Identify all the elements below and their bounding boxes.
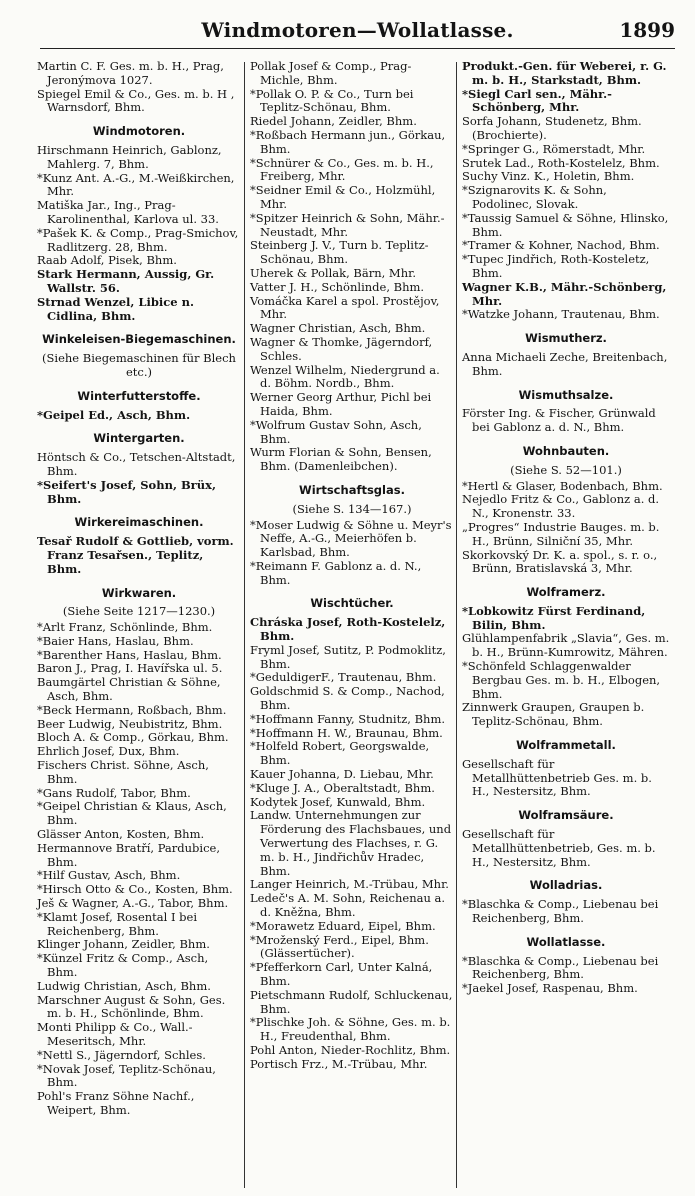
directory-entry: *Schnürer & Co., Ges. m. b. H., Freiberg, Mhr.	[250, 155, 434, 184]
directory-entry: Förster Ing. & Fischer, Grünwald bei Gablonz a. d. N., Bhm.	[462, 406, 656, 435]
directory-entry: Werner Georg Arthur, Pichl bei Haida, Bhm.	[250, 390, 432, 418]
directory-entry: *Plischke Joh. & Söhne, Ges. m. b. H., Freudenthal, Bhm.	[250, 1015, 451, 1044]
directory-entry: *Schönfeld Schlaggenwalder Bergbau Ges. m. b. H., Elbogen, Bhm.	[462, 659, 661, 701]
directory-entry: Baron J., Prag, I. Havířska ul. 5.	[37, 661, 223, 676]
category-heading: Wolframmetall.	[516, 738, 616, 753]
category-heading: Winterfutterstoffe.	[77, 388, 201, 403]
directory-entry: *Geipel Christian & Klaus, Asch, Bhm.	[37, 799, 227, 828]
category-heading: Wolframsäure.	[518, 808, 614, 823]
directory-entry: *Klamt Josef, Rosental I bei Reichenberg, Bhm.	[37, 909, 198, 938]
column-left	[37, 60, 241, 1118]
directory-entry: *Jaekel Josef, Raspenau, Bhm.	[462, 981, 638, 996]
directory-entry: Monti Philipp & Co., Wall.-Meseritsch, Mhr.	[37, 1020, 193, 1048]
directory-entry: *Pollak O. P. & Co., Turn bei Teplitz-Schönau, Bhm.	[250, 86, 414, 115]
directory-entry: Fryml Josef, Sutitz, P. Podmoklitz, Bhm.	[250, 642, 446, 671]
directory-entry: *Hertl & Glaser, Bodenbach, Bhm.	[462, 478, 663, 493]
directory-entry: *Taussig Samuel & Söhne, Hlinsko, Bhm.	[462, 210, 669, 239]
directory-entry: Glühlampenfabrik „Slavia“, Ges. m. b. H., Brünn-Kumrowitz, Mähren.	[462, 631, 670, 660]
directory-entry: Wenzel Wilhelm, Niedergrund a. d. Böhm. Nordb., Bhm.	[250, 362, 440, 391]
directory-entry: *Kunz Ant. A.-G., M.-Weißkirchen, Mhr.	[37, 170, 235, 199]
category-heading: Wischtücher.	[310, 596, 394, 611]
directory-entry: Skorkovský Dr. K. a. spol., s. r. o., Brünn, Bratislavská 3, Mhr.	[462, 547, 658, 576]
category-heading: Wohnbauten.	[522, 443, 610, 458]
page-title: Windmotoren—Wollatlasse.	[201, 18, 514, 42]
column-right	[462, 60, 670, 996]
directory-entry: *Barenther Hans, Haslau, Bhm.	[37, 647, 222, 662]
directory-entry: Höntsch & Co., Tetschen-Altstadt, Bhm.	[37, 450, 236, 478]
directory-entry: Ehrlich Josef, Dux, Bhm.	[37, 744, 180, 759]
category-heading: Windmotoren.	[92, 124, 186, 139]
category-heading: Wolladrias.	[529, 878, 603, 893]
directory-entry: Pietschmann Rudolf, Schluckenau, Bhm.	[250, 987, 453, 1016]
directory-entry: *Novak Josef, Teplitz-Schönau, Bhm.	[37, 1061, 216, 1090]
directory-entry: Vatter J. H., Schönlinde, Bhm.	[250, 279, 425, 294]
directory-entry: Wagner K.B., Mähr.-Schönberg, Mhr.	[462, 279, 667, 308]
directory-entry: Ludwig Christian, Asch, Bhm.	[37, 978, 211, 993]
directory-entry: *Watzke Johann, Trautenau, Bhm.	[462, 307, 660, 322]
column-divider	[244, 62, 245, 1188]
category-heading: Wismuthsalze.	[518, 387, 614, 402]
cross-reference-note: (Siehe S. 52—101.)	[510, 462, 622, 477]
directory-entry: *Spitzer Heinrich & Sohn, Mähr.-Neustadt, Mhr.	[250, 210, 445, 239]
directory-entry: Suchy Vinz. K., Holetin, Bhm.	[462, 169, 635, 184]
cross-reference-note: (Siehe Seite 1217—1230.)	[62, 604, 216, 619]
directory-entry: Martin C. F. Ges. m. b. H., Prag, Jeronýmova 1027.	[37, 59, 224, 87]
directory-entry: Wagner Christian, Asch, Bhm.	[250, 321, 426, 336]
directory-entry: *Roßbach Hermann jun., Görkau, Bhm.	[250, 127, 446, 156]
cross-reference-note: (Siehe Biegemaschinen für Blech etc.)	[42, 351, 236, 379]
directory-entry: Glässer Anton, Kosten, Bhm.	[37, 827, 205, 842]
directory-entry: *Hilf Gustav, Asch, Bhm.	[37, 868, 181, 883]
directory-entry: *Hirsch Otto & Co., Kosten, Bhm.	[37, 882, 233, 897]
directory-entry: *Nettl S., Jägerndorf, Schles.	[37, 1047, 206, 1062]
directory-entry: Ješ & Wagner, A.-G., Tabor, Bhm.	[37, 896, 229, 911]
directory-entry: *Pfefferkorn Carl, Unter Kalná, Bhm.	[250, 960, 433, 988]
directory-entry: *Pašek K. & Comp., Prag-Smichov, Radlitzerg. 28, Bhm.	[37, 225, 239, 254]
directory-entry: *Beck Hermann, Roßbach, Bhm.	[37, 702, 227, 717]
page-number: 1899	[619, 18, 675, 42]
directory-entry: Nejedlo Fritz & Co., Gablonz a. d. N., Kronenstr. 33.	[462, 492, 660, 521]
directory-entry: Beer Ludwig, Neubistritz, Bhm.	[37, 716, 223, 731]
directory-entry: *Seidner Emil & Co., Holzmühl, Mhr.	[250, 183, 436, 211]
directory-entry: *Moser Ludwig & Söhne u. Meyr's Neffe, A.-G., Meierhöfen b. Karlsbad, Bhm.	[250, 517, 452, 560]
directory-entry: Baumgärtel Christian & Söhne, Asch, Bhm.	[37, 675, 221, 704]
page-header	[40, 14, 675, 49]
directory-entry: Kodytek Josef, Kunwald, Bhm.	[250, 794, 426, 809]
directory-entry: Zinnwerk Graupen, Graupen b. Teplitz-Schönau, Bhm.	[462, 700, 645, 729]
directory-entry: *Reimann F. Gablonz a. d. N., Bhm.	[250, 558, 422, 587]
directory-entry: Tesař Rudolf & Gottlieb, vorm. Franz Tesařsen., Teplitz, Bhm.	[37, 534, 234, 576]
category-heading: Wollatlasse.	[526, 934, 606, 949]
cross-reference-note: (Siehe S. 134—167.)	[292, 501, 412, 516]
directory-entry: Vomáčka Karel a spol. Prostějov, Mhr.	[250, 293, 440, 322]
directory-entry: *Geipel Ed., Asch, Bhm.	[37, 407, 191, 422]
directory-entry: Spiegel Emil & Co., Ges. m. b. H , Warnsdorf, Bhm.	[37, 86, 235, 115]
directory-entry: *Hoffmann H. W., Braunau, Bhm.	[250, 725, 443, 740]
directory-entry: *Baier Hans, Haslau, Bhm.	[37, 633, 194, 648]
directory-entry: *Holfeld Robert, Georgswalde, Bhm.	[250, 739, 430, 768]
directory-entry: *Blaschka & Comp., Liebenau bei Reichenberg, Bhm.	[462, 953, 659, 982]
directory-entry: *Blaschka & Comp., Liebenau bei Reichenberg, Bhm.	[462, 897, 659, 926]
directory-entry: Pohl Anton, Nieder-Rochlitz, Bhm.	[250, 1042, 451, 1057]
directory-entry: *Seifert's Josef, Sohn, Brüx, Bhm.	[37, 477, 216, 506]
directory-entry: *Springer G., Römerstadt, Mhr.	[462, 141, 646, 156]
directory-entry: Hirschmann Heinrich, Gablonz, Mahlerg. 7, Bhm.	[37, 142, 222, 171]
directory-entry: Wurm Florian & Sohn, Bensen, Bhm. (Damenleibchen).	[250, 445, 432, 474]
directory-entry: Matiška Jar., Ing., Prag-Karolinenthal, Karlova ul. 33.	[37, 198, 219, 226]
directory-entry: Produkt.-Gen. für Weberei, r. G. m. b. H., Starkstadt, Bhm.	[462, 59, 667, 87]
directory-entry: Marschner August & Sohn, Ges. m. b. H., Schönlinde, Bhm.	[37, 992, 226, 1021]
directory-entry: *Lobkowitz Fürst Ferdinand, Bilin, Bhm.	[462, 603, 646, 632]
directory-entry: *Hoffmann Fanny, Studnitz, Bhm.	[250, 711, 446, 726]
directory-entry: Portisch Frz., M.-Trübau, Mhr.	[250, 1056, 428, 1071]
directory-entry: Chráska Josef, Roth-Kostelelz, Bhm.	[250, 615, 446, 644]
directory-entry: *Mroženský Ferd., Eipel, Bhm. (Glässertücher).	[250, 932, 429, 961]
directory-entry: Klinger Johann, Zeidler, Bhm.	[37, 937, 210, 952]
directory-entry: Strnad Wenzel, Libice n. Cidlina, Bhm.	[37, 294, 194, 323]
directory-entry: *GeduldigerF., Trautenau, Bhm.	[250, 670, 437, 685]
directory-entry: *Arlt Franz, Schönlinde, Bhm.	[37, 620, 213, 635]
directory-entry: Uherek & Pollak, Bärn, Mhr.	[250, 265, 417, 280]
directory-entry: Gesellschaft für Metallhüttenbetrieb, Ges. m. b. H., Nestersitz, Bhm.	[462, 827, 656, 869]
directory-entry: *Tupec Jindřich, Roth-Kosteletz, Bhm.	[462, 252, 650, 280]
category-heading: Winkeleisen-Biegemaschinen.	[42, 332, 236, 347]
column-middle	[250, 60, 454, 1072]
directory-entry: Langer Heinrich, M.-Trübau, Mhr.	[250, 877, 449, 892]
category-heading: Wirkereimaschinen.	[74, 515, 204, 530]
directory-entry: Anna Michaeli Zeche, Breitenbach, Bhm.	[462, 349, 668, 378]
directory-entry: Hermannove Bratří, Pardubice, Bhm.	[37, 840, 220, 869]
directory-entry: Stark Hermann, Aussig, Gr. Wallstr. 56.	[37, 267, 215, 295]
directory-entry: Fischers Christ. Söhne, Asch, Bhm.	[37, 758, 209, 786]
directory-entry: Raab Adolf, Pisek, Bhm.	[37, 253, 177, 268]
directory-entry: Pohl's Franz Söhne Nachf., Weipert, Bhm.	[37, 1089, 195, 1117]
directory-entry: *Gans Rudolf, Tabor, Bhm.	[37, 785, 191, 800]
directory-entry: *Kluge J. A., Oberaltstadt, Bhm.	[250, 780, 435, 795]
directory-entry: *Tramer & Kohner, Nachod, Bhm.	[462, 238, 660, 253]
category-heading: Wirkwaren.	[101, 585, 177, 600]
category-heading: Wintergarten.	[93, 431, 185, 446]
directory-entry: *Wolfrum Gustav Sohn, Asch, Bhm.	[250, 417, 422, 446]
directory-entry: Bloch A. & Comp., Görkau, Bhm.	[37, 730, 229, 745]
directory-entry: Sorfa Johann, Studenetz, Bhm. (Brochierte).	[462, 114, 642, 142]
category-heading: Wismutherz.	[525, 331, 607, 346]
directory-entry: Ledeč's A. M. Sohn, Reichenau a. d. Kněžna, Bhm.	[250, 891, 446, 920]
directory-entry: *Szignarovits K. & Sohn, Podolinec, Slovak.	[462, 183, 607, 211]
directory-entry: *Künzel Fritz & Comp., Asch, Bhm.	[37, 951, 209, 980]
category-heading: Wirtschaftsglas.	[299, 482, 405, 497]
directory-entry: Riedel Johann, Zeidler, Bhm.	[250, 114, 417, 129]
directory-entry: Wagner & Thomke, Jägerndorf, Schles.	[250, 334, 433, 363]
directory-entry: „Progres“ Industrie Bauges. m. b. H., Brünn, Silniční 35, Mhr.	[462, 519, 660, 548]
directory-entry: Gesellschaft für Metallhüttenbetrieb Ges. m. b. H., Nestersitz, Bhm.	[462, 756, 652, 799]
directory-entry: Landw. Unternehmungen zur Förderung des Flachsbaues, und Verwertung des Flachses, r. G. m. b. H., Jindřichův Hradec, Bhm.	[250, 808, 452, 878]
column-divider	[456, 62, 457, 1188]
directory-entry: Steinberg J. V., Turn b. Teplitz-Schönau, Bhm.	[250, 238, 429, 267]
directory-entry: *Siegl Carl sen., Mähr.-Schönberg, Mhr.	[462, 86, 612, 115]
directory-entry: *Morawetz Eduard, Eipel, Bhm.	[250, 918, 436, 933]
directory-entry: Kauer Johanna, D. Liebau, Mhr.	[250, 767, 434, 782]
directory-entry: Goldschmid S. & Comp., Nachod, Bhm.	[250, 684, 445, 713]
category-heading: Wolframerz.	[526, 585, 606, 600]
directory-entry: Pollak Josef & Comp., Prag-Michle, Bhm.	[250, 59, 412, 87]
directory-entry: Srutek Lad., Roth-Kostelelz, Bhm.	[462, 155, 660, 170]
